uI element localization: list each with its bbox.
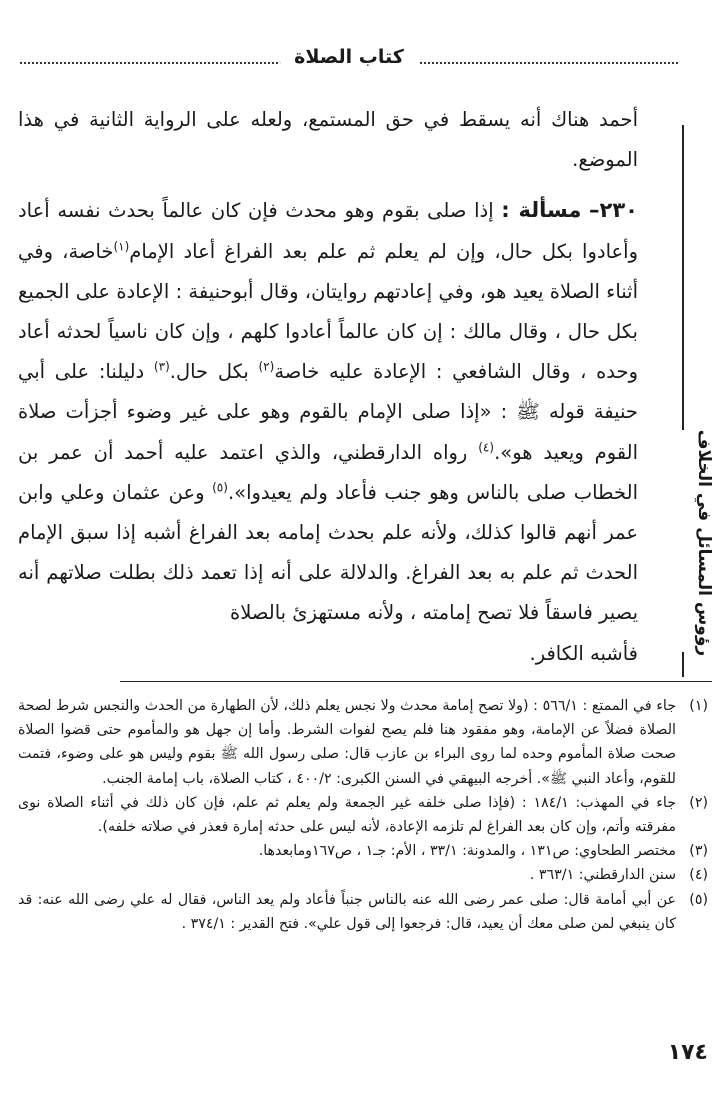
main-text [18,100,638,674]
footnote-number: (٤) [689,867,708,884]
footnote-text: سنن الدارقطني: ٣٦٣/١ . [529,867,676,884]
issue-text-4: دليلنا: على أبي حنيفة قوله ﷺ : «إذا صلى الإمام بالقوم وهو على غير وضوء أجزأت صلاة القوم ويعيد هو». [18,360,639,464]
page-number: ١٧٤ [667,1040,708,1065]
side-rule-top [682,125,684,430]
issue-label: مسألة : [501,198,582,223]
footnotes [18,694,708,936]
footnote-text: جاء في المهذب: ١٨٤/١ : (فإذا صلى خلفه غير الجمعة ولم يعلم ثم علم، فإن كان ذلك في أثناء الصلاة نوى مفرقته وأتم، وإن كان بعد الفراغ لم تلزمه الإعادة، لأنه ليس على حدثه إمارة فعذر في صلاته خلفه). [18,794,676,836]
issue-last-line: فأشبه الكافر. [529,641,638,665]
chapter-title: كتاب الصلاة [280,46,418,68]
footnote-5 [18,888,708,936]
issue-text-6: وعن عثمان وعلي وابن عمر أنهم قالوا كذلك، ولأنه علم بحدث إمامه بعد الفراغ أشبه إذا سبق الإمام الحدث ثم علم به بعد الفراغ. والدلالة على أنه إذا تعمد ذلك بطلت صلاتهم أنه يصير فاسقاً فلا تصح إمامته ، ولأنه مستهزئ بالصلاة [18,480,638,625]
footnote-separator [120,681,712,682]
footnote-4 [18,863,708,887]
footnote-text: مختصر الطحاوي: ص١٣١ ، والمدونة: ٣٣/١ ، الأم: جـ١ ، ص١٦٧ومابعدها. [258,843,676,860]
footnote-number: (٥) [689,891,708,908]
running-header [20,44,678,74]
issue-text-2: خاصة، وفي أثناء الصلاة يعيد هو، وفي إعادتهم روايتان، وقال أبوحنيفة : الإعادة على الجميع بكل حال ، وقال مالك : إن كان عالماً أعادوا كلهم ، وإن كان ناسياً لحدثه أعاد وحده ، وقال الشافعي : الإعادة عليه خاصة [18,239,638,384]
footnote-ref-5[interactable]: (٥) [212,480,228,495]
side-book-title [692,429,716,657]
footnote-number: (١) [689,698,708,714]
intro-paragraph: أحمد هناك أنه يسقط في حق المستمع، ولعله على الرواية الثانية في هذا الموضع. [18,108,638,172]
issue-paragraph [18,190,638,633]
footnote-1 [18,694,708,791]
footnote-ref-1[interactable]: (١) [113,239,130,254]
footnote-number: (٢) [689,794,708,811]
side-book-title-text: رؤوس المسائل في الخلاف [694,429,714,657]
footnote-ref-3[interactable]: (٣) [153,359,170,374]
footnote-2 [18,791,708,839]
footnote-text: عن أبي أمامة قال: صلى عمر رضى الله عنه بالناس جنباً فأعاد ولم يعد الناس، فقال له علي رضى الله عنه: قد كان ينبغي لمن صلى معك أن يعيد، قال: فرجعوا إلى قول علي». فتح القدير : ٣٧٤/١ . [18,891,676,932]
footnote-number: (٣) [689,843,708,860]
footnote-ref-2[interactable]: (٢) [258,359,275,374]
issue-text-1: إذا صلى بقوم وهو محدث فإن كان عالماً بحدث نفسه أعاد وأعادوا بكل حال، وإن لم يعلم ثم علم بعد الفراغ أعاد الإمام [18,199,638,263]
issue-text-3: بكل حال. [169,360,249,384]
footnote-3 [18,839,708,863]
side-rule-bottom [682,652,684,677]
footnote-text: جاء في الممتع : ٥٦٦/١ : (ولا تصح إمامة محدث ولا نجس يعلم ذلك، لأن الطهارة من الحدث والنجس شرط لصحة الصلاة فضلاً عن الإمامة، وهو مفقود هنا فلم يصح لفوات الشرط. وأما إن جهل هو والمأموم حتى قضوا الصلاة صحت صلاة المأموم وحده لما روى البراء بن عازب قال: صلى رسول الله ﷺ بقوم وليس هو على وضوء، فتمت للقوم، وأعاد النبي ﷺ». أخرجه البيهقي في السنن الكبرى: ٤٠٠/٢ ، كتاب الصلاة، باب إمامة الجنب. [18,698,676,787]
issue-number: ٢٣٠– [589,198,638,223]
footnote-ref-4[interactable]: (٤) [478,440,495,455]
issue-text-5: رواه الدارقطني، والذي اعتمد عليه أحمد أن عمر بن الخطاب صلى بالناس وهو جنب فأعاد ولم يعيدوا». [18,440,638,504]
